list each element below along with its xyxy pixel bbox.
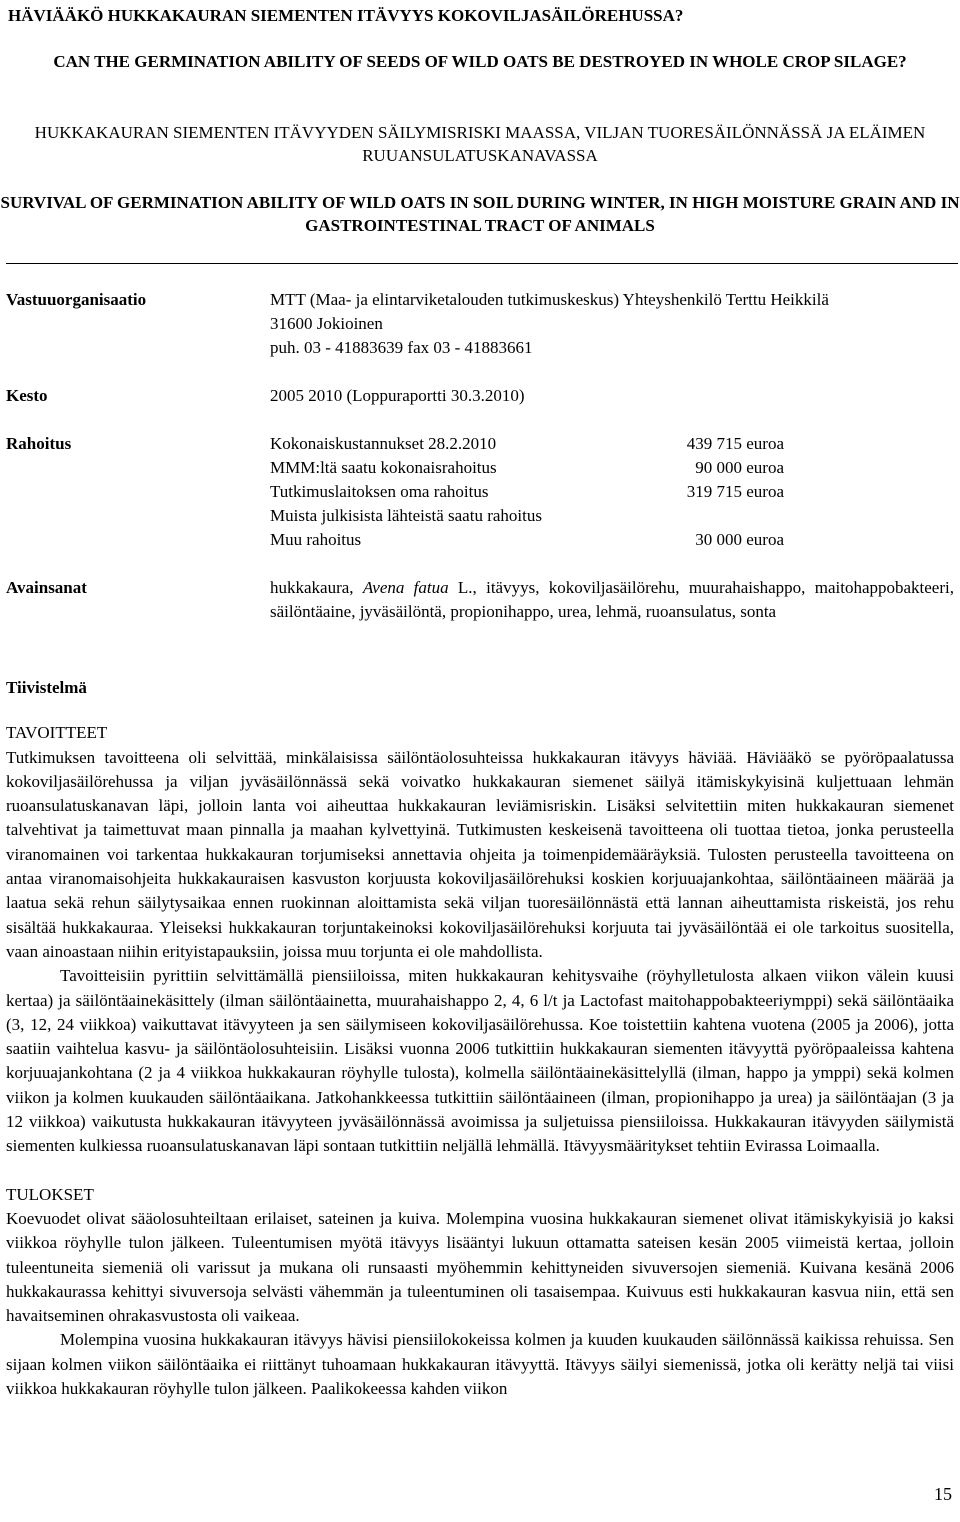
- funding-row: [0, 432, 960, 552]
- title-en: CAN THE GERMINATION ABILITY OF SEEDS OF WILD OATS BE DESTROYED IN WHOLE CROP SILAGE?: [53, 52, 907, 71]
- keywords-species: Avena fatua: [362, 578, 449, 597]
- keywords-label: Avainsanat: [6, 578, 87, 597]
- objectives-paragraph-1: Tutkimuksen tavoitteena oli selvittää, minkälaisissa säilöntäolosuhteissa hukkakauran itävyys häviää. Häviääkö se pyöröpaalatussa kokoviljasäilörehussa ja viljan jyväsäilönnässä sekä voivatko hukkakauran siemenet säilyä itämiskykyisinä kuljettuaan lehmän ruoansulatuskanavan läpi, jolloin lanta voi aiheuttaa hukkakauran leviämisriskin. Lisäksi selvitettiin miten hukkakauran siemenet talvehtivat ja taimettuvat maan pinnalla ja maahan kylvettyinä. Tutkimusten keskeisenä tavoitteena oli tuottaa tietoa, jonka perusteella viranomainen voi tarkentaa hukkakauran torjumiseksi annettavia ohjeita ja toimenpidemääräyksiä. Tulosten perusteella tavoitteena on antaa viranomaisohjeita hukkakauraisen kasvuston korjuusta kokoviljasäilörehuksi koskien korjuuajankohtaa, säilöntäaineen määrää ja laatua sekä rehun säilytysaikaa ennen ruokinnan aloittamista sekä viljan tuoresäilönnästä että lannan aiheuttamista riskeistä, jos rehu sisältää hukkakauraa. Yleiseksi hukkakauran torjuntakeinoksi kokoviljasäilörehuksi korjuuta tai jyväsäilöntää ei ole tarkoitus suositella, vaan ainoastaan niihin erityistapauksiin, joissa muu torjunta ei ole mahdollista.: [6, 747, 954, 961]
- funding-item: Muista julkisista lähteistä saatu rahoitus: [270, 506, 542, 525]
- keywords-text-start: hukkakaura,: [270, 578, 363, 597]
- duration-row: [0, 384, 960, 408]
- results-paragraph-1: Koevuodet olivat sääolosuhteiltaan erilaiset, sateinen ja kuiva. Molempina vuosina hukkakauran siemenet olivat itämiskykyisiä jo kaksi viikkoa röyhylle tulon jälkeen. Tuleentumisen myötä itävyys lisääntyi lukuun ottamatta sateisen kesän 2005 viimeistä kertaa, jolloin tuleentuneita siemeniä oli varissut ja mukana oli runsaasti myöhemmin kehittyneiden sivuversojen siemeniä. Kuivana kesänä 2006 hukkakaurassa kehittyi sivuversoja selvästi vähemmän ja tuleentuminen oli tasaisempaa. Kuivuus esti hukkakauran kasvua niin, että sen havaitseminen ohrakasvustosta oli vaikeaa.: [6, 1208, 954, 1326]
- org-line-1: MTT (Maa- ja elintarviketalouden tutkimuskeskus) Yhteyshenkilö Terttu Heikkilä: [270, 290, 829, 309]
- title-fi: HÄVIÄÄKÖ HUKKAKAURAN SIEMENTEN ITÄVYYS KOKOVILJASÄILÖREHUSSA?: [8, 6, 684, 25]
- abstract: [6, 676, 954, 1401]
- funding-item: Tutkimuslaitoksen oma rahoitus: [270, 482, 489, 501]
- subtitle-en: SURVIVAL OF GERMINATION ABILITY OF WILD OATS IN SOIL DURING WINTER, IN HIGH MOISTURE GRAIN AND IN GASTROINTESTINAL TRACT OF ANIMALS: [0, 193, 960, 235]
- funding-item: MMM:ltä saatu kokonaisrahoitus: [270, 458, 497, 477]
- keywords-text-rest: L., itävyys, kokoviljasäilörehu, muurahaishappo, maitohappobakteeri, säilöntäaine, jyväsäilöntä, propionihappo, urea, lehmä, ruoansulatus, sonta: [270, 578, 954, 621]
- duration-label: Kesto: [6, 386, 48, 405]
- funding-line: [0, 480, 960, 504]
- funding-amount: 30 000 euroa: [695, 530, 784, 549]
- horizontal-rule: [6, 263, 958, 264]
- duration-value: 2005 2010 (Loppuraportti 30.3.2010): [270, 386, 525, 405]
- funding-label: Rahoitus: [6, 434, 72, 453]
- funding-item: Muu rahoitus: [270, 530, 362, 549]
- org-line-3: puh. 03 - 41883639 fax 03 - 41883661: [270, 338, 533, 357]
- results-paragraph-2: Molempina vuosina hukkakauran itävyys hävisi piensiilokokeissa kolmen ja kuuden kuukauden säilönnässä kaikissa rehuissa. Sen sijaan kolmen viikon säilöntäaika ei riittänyt tuhoamaan hukkakauran itävyyttä. Itävyys säilyi siemenissä, jotka oli kerätty neljä tai viisi viikkoa hukkakauran röyhylle tulon jälkeen. Paalikokeessa kahden viikon: [6, 1330, 954, 1399]
- funding-line: [0, 528, 960, 552]
- objectives-heading: TAVOITTEET: [6, 723, 108, 743]
- keywords-row: [0, 576, 960, 624]
- org-line-2: 31600 Jokioinen: [270, 314, 383, 333]
- subtitle-fi: HUKKAKAURAN SIEMENTEN ITÄVYYDEN SÄILYMISRISKI MAASSA, VILJAN TUORESÄILÖNNÄSSÄ JA ELÄIMEN RUUANSULATUSKANAVASSA: [34, 123, 926, 165]
- funding-line: [0, 504, 960, 528]
- funding-amount: 439 715 euroa: [686, 434, 784, 453]
- objectives-paragraph-2: Tavoitteisiin pyrittiin selvittämällä piensiiloissa, miten hukkakauran kehitysvaihe (röyhylletulosta alkaen viikon välein kuusi kertaa) ja säilöntäainekäsittely (ilman säilöntäainetta, muurahaishappo 2, 4, 6 l/t ja Lactofast maitohappobakteeriymppi) sekä säilöntäaika (3, 12, 24 viikkoa) vaikuttavat itävyyteen ja sen säilymiseen kokoviljasäilörehussa. Koe toistettiin kahtena vuotena (2005 ja 2006), jotta saatiin vaihtelua kasvu- ja säilöntäolosuhteisiin. Lisäksi vuonna 2006 tutkittiin hukkakauran siementen itävyyttä pyöröpaaleissa kahtena korjuuajankohtana (2 ja 4 viikkoa hukkakauran röyhylle tulosta), kolmella säilöntäainekäsittelyllä (ilman, happo ja ymppi) sekä kolmen viikon ja kolmen kuukauden säilöntäaikana. Jatkohankkeessa tutkittiin säilöntäaineen (ilman, propionihappo ja urea) ja säilöntäajan (3 ja 12 viikkoa) vaikutusta hukkakauran itävyyteen jyväsäilönnässä avoimissa ja suljetuissa piensiiloissa. Hukkakauran itävyyden säilymistä siementen kulkiessa ruoansulatuskanavan läpi sontaan tutkittiin neljällä lehmällä. Itävyysmääritykset tehtiin Evirassa Loimaalla.: [6, 966, 954, 1156]
- org-label: Vastuuorganisaatio: [6, 290, 147, 309]
- funding-amount: 90 000 euroa: [695, 458, 784, 477]
- org-row: [0, 288, 960, 360]
- funding-amount: 319 715 euroa: [686, 482, 784, 501]
- results-heading: TULOKSET: [6, 1184, 94, 1204]
- abstract-heading: Tiivistelmä: [6, 678, 87, 697]
- funding-line: [0, 456, 960, 480]
- page-number: 15: [934, 1484, 952, 1504]
- funding-item: Kokonaiskustannukset 28.2.2010: [270, 434, 497, 453]
- funding-line: [0, 432, 960, 456]
- project-metadata: [0, 288, 960, 624]
- keywords-value: [270, 576, 954, 624]
